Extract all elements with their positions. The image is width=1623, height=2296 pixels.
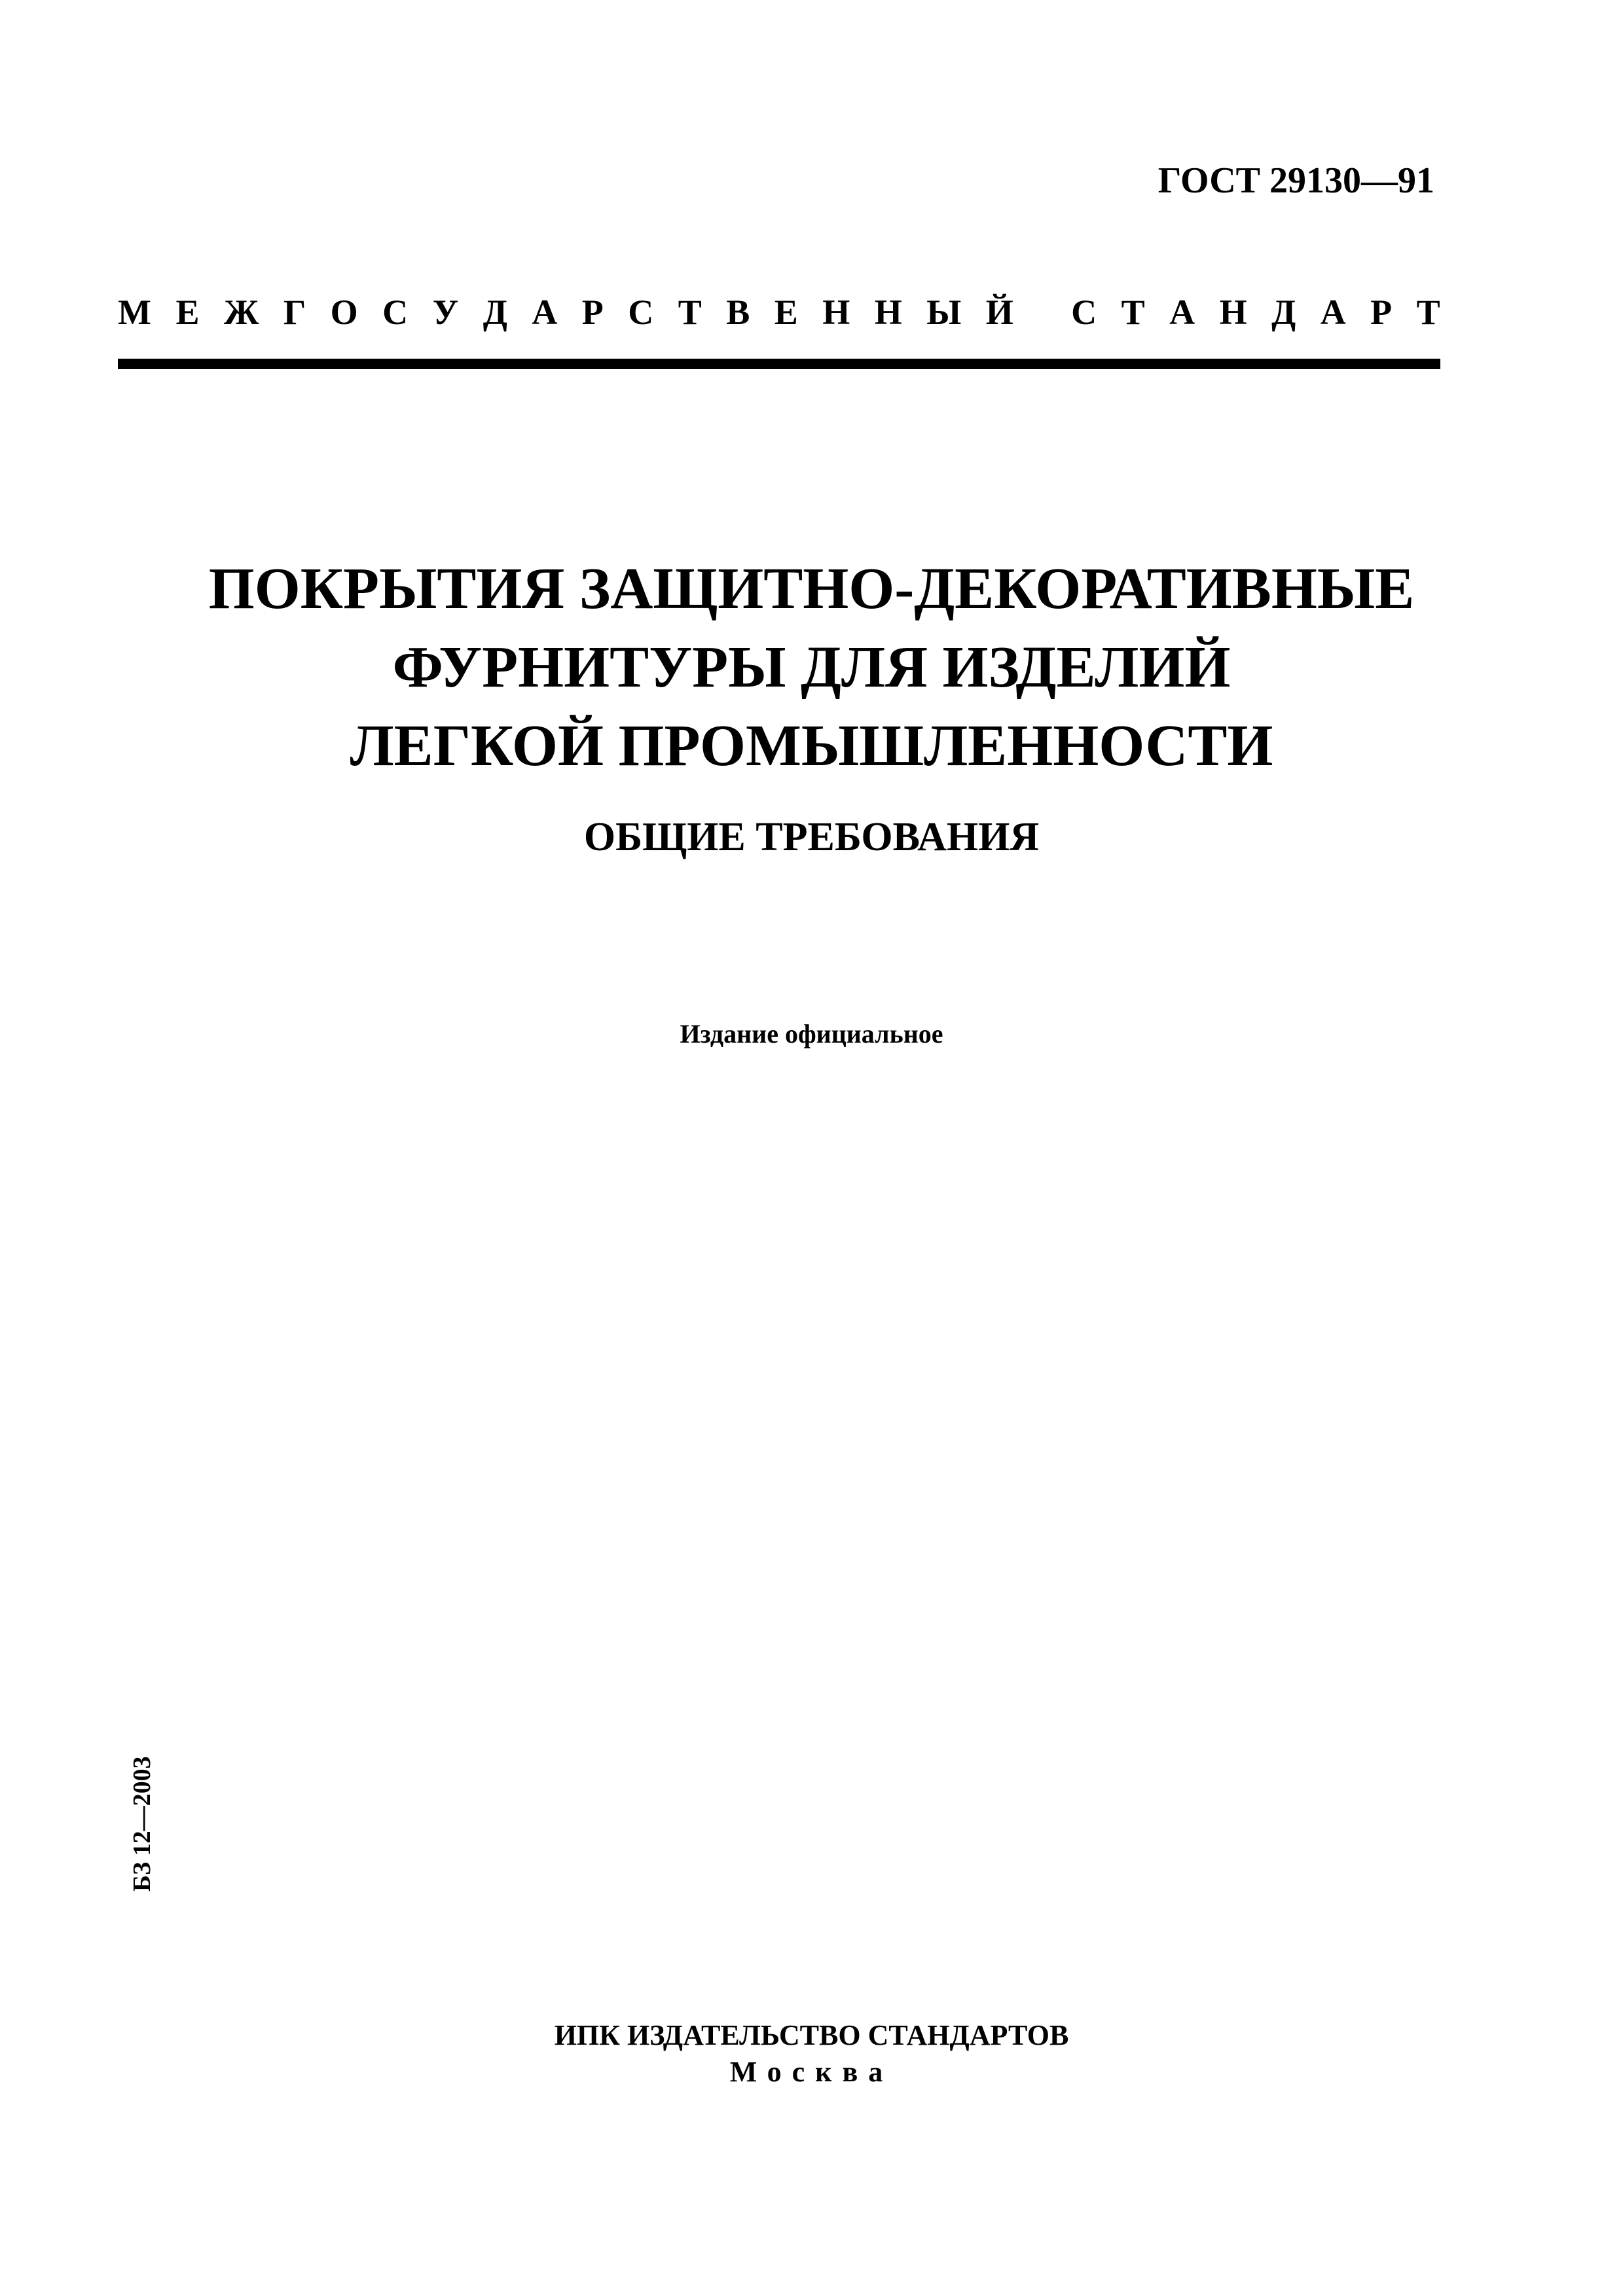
standard-type-letter: Г — [283, 293, 306, 332]
standard-type-heading — [118, 295, 1440, 330]
standard-type-letter: Н — [822, 293, 850, 332]
standard-type-letter: Д — [1271, 293, 1296, 332]
document-number: ГОСТ 29130—91 — [1158, 160, 1434, 201]
standard-type-letter: С — [1071, 293, 1097, 332]
standard-type-letter: О — [330, 293, 358, 332]
publisher-block — [0, 2017, 1623, 2090]
header-divider — [118, 359, 1440, 369]
side-reference-note: БЗ 12—2003 — [128, 1756, 156, 1892]
publisher-name: ИПК ИЗДАТЕЛЬСТВО СТАНДАРТОВ — [554, 2019, 1069, 2051]
standard-type-letter: А — [1320, 293, 1346, 332]
edition-label: Издание официальное — [680, 1019, 943, 1049]
standard-type-letter: Ж — [223, 293, 259, 332]
standard-type-letter: А — [532, 293, 558, 332]
document-title — [0, 550, 1623, 785]
standard-type-letter: Р — [1370, 293, 1393, 332]
standard-type-letter: Т — [1121, 293, 1145, 332]
standard-type-letter: Т — [1416, 293, 1440, 332]
standard-type-letter: С — [628, 293, 654, 332]
standard-type-letter: Ы — [926, 293, 962, 332]
standard-type-letter: У — [432, 293, 459, 332]
publisher-city: Москва — [729, 2056, 894, 2088]
title-line: ЛЕГКОЙ ПРОМЫШЛЕННОСТИ — [350, 713, 1273, 778]
standard-type-letter: Й — [985, 293, 1013, 332]
standard-type-letter: А — [1169, 293, 1195, 332]
standard-type-letter: В — [726, 293, 750, 332]
standard-type-letter: Т — [678, 293, 702, 332]
standard-type-letter: Р — [581, 293, 604, 332]
standard-type-letter: Д — [483, 293, 507, 332]
title-line: ПОКРЫТИЯ ЗАЩИТНО-ДЕКОРАТИВНЫЕ — [208, 556, 1415, 621]
word-gap — [1038, 295, 1047, 330]
standard-type-letter: Е — [175, 293, 200, 332]
standard-type-letter: М — [118, 293, 151, 332]
standard-type-letter: С — [382, 293, 409, 332]
standard-type-letter: Н — [1219, 293, 1247, 332]
title-line: ФУРНИТУРЫ ДЛЯ ИЗДЕЛИЙ — [392, 635, 1231, 700]
standard-type-letter: Е — [774, 293, 798, 332]
document-subtitle: ОБЩИЕ ТРЕБОВАНИЯ — [583, 815, 1040, 859]
standard-type-letter: Н — [874, 293, 902, 332]
